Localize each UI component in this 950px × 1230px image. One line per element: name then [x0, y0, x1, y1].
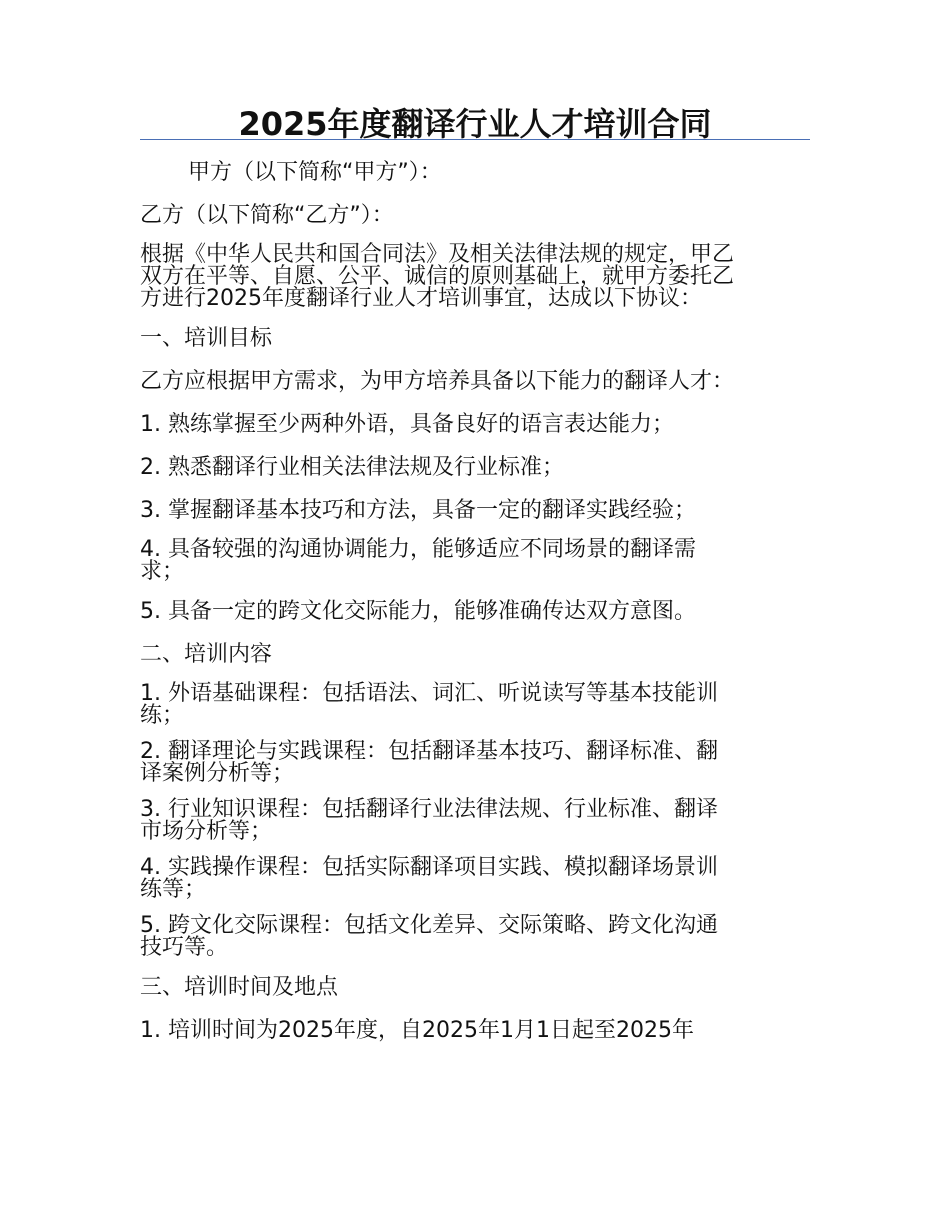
list-item-line: 2. 翻译理论与实践课程：包括翻译基本技巧、翻译标准、翻 — [140, 739, 718, 764]
title-underline — [140, 139, 810, 140]
document-title: 2025年度翻译行业人才培训合同 — [238, 105, 712, 143]
list-item-line: 1. 外语基础课程：包括语法、词汇、听说读写等基本技能训 — [140, 681, 718, 706]
list-item-line: 练； — [140, 703, 185, 728]
list-item: 1. 培训时间为2025年度，自2025年1月1日起至2025年 — [140, 1018, 694, 1043]
list-item-line: 求； — [140, 559, 185, 584]
list-item — [140, 799, 812, 843]
party-b-line: 乙方（以下简称“乙方”）： — [140, 203, 394, 228]
section-heading-goals: 一、培训目标 — [140, 326, 273, 351]
party-a-line: 甲方（以下简称“甲方”）： — [188, 160, 442, 185]
list-item-line: 3. 行业知识课程：包括翻译行业法律法规、行业标准、翻译 — [140, 797, 718, 822]
section-heading-content: 二、培训内容 — [140, 642, 273, 667]
list-item — [140, 915, 812, 959]
list-item-line: 市场分析等； — [140, 819, 273, 844]
preamble-line: 双方在平等、自愿、公平、诚信的原则基础上，就甲方委托乙 — [140, 264, 735, 289]
list-item-line: 4. 实践操作课程：包括实际翻译项目实践、模拟翻译场景训 — [140, 855, 718, 880]
list-item-line: 译案例分析等； — [140, 761, 295, 786]
preamble-line: 方进行2025年度翻译行业人才培训事宜，达成以下协议： — [140, 286, 702, 311]
list-item: 2. 熟悉翻译行业相关法律法规及行业标准； — [140, 455, 564, 480]
section-intro-goals: 乙方应根据甲方需求，为甲方培养具备以下能力的翻译人才： — [140, 369, 735, 394]
list-item-line: 技巧等。 — [140, 935, 229, 960]
list-item — [140, 539, 812, 583]
list-item — [140, 683, 812, 727]
list-item: 3. 掌握翻译基本技巧和方法，具备一定的翻译实践经验； — [140, 498, 696, 523]
section-heading-schedule: 三、培训时间及地点 — [140, 975, 339, 1000]
list-item: 1. 熟练掌握至少两种外语，具备良好的语言表达能力； — [140, 412, 674, 437]
list-item-line: 5. 跨文化交际课程：包括文化差异、交际策略、跨文化沟通 — [140, 913, 718, 938]
preamble-paragraph — [140, 244, 812, 310]
list-item — [140, 741, 812, 785]
preamble-line: 根据《中华人民共和国合同法》及相关法律法规的规定，甲乙 — [140, 242, 735, 267]
list-item-line: 4. 具备较强的沟通协调能力，能够适应不同场景的翻译需 — [140, 537, 696, 562]
list-item-line: 练等； — [140, 877, 207, 902]
list-item: 5. 具备一定的跨文化交际能力，能够准确传达双方意图。 — [140, 599, 696, 624]
list-item — [140, 857, 812, 901]
document-body — [140, 158, 812, 1059]
